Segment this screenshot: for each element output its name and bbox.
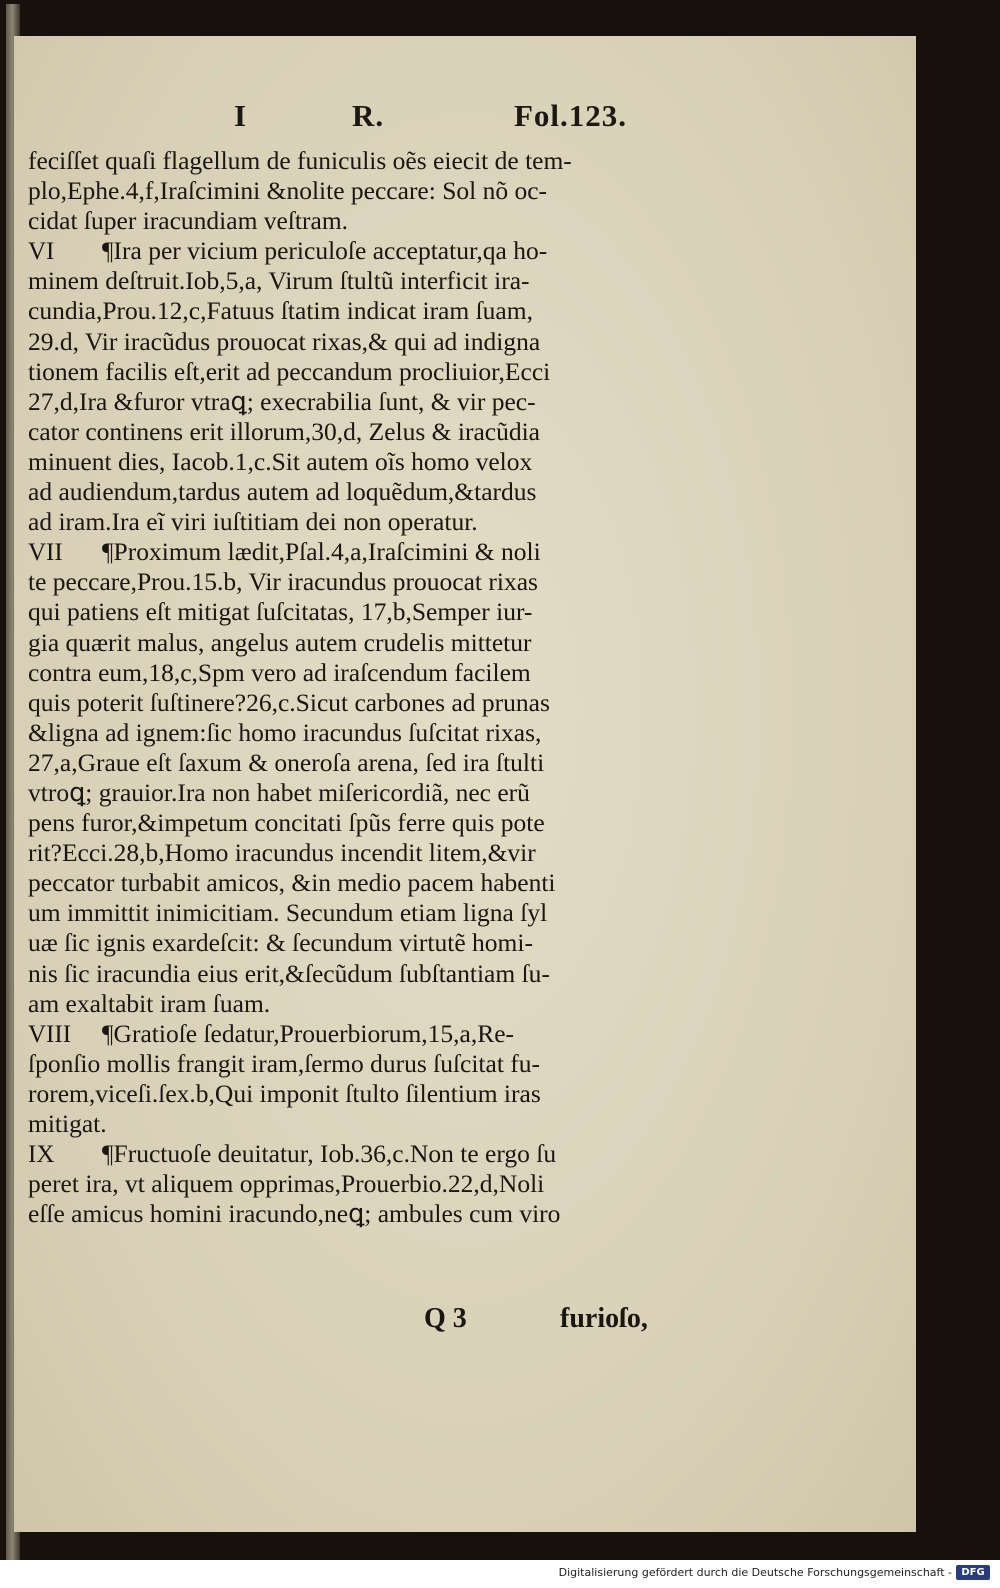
text-line [28,176,703,206]
line-text: rorem,viceſi.ſex.b,Qui imponit ſtulto ſilentium iras [28,1078,541,1108]
line-text: feciſſet quaſi flagellum de funiculis oẽs eiecit de tem- [28,146,572,175]
text-line [28,537,703,567]
line-text: cidat ſuper iracundiam veſtram. [28,206,349,236]
text-line [28,1049,703,1079]
line-text: te peccare,Prou.15.b, Vir iracundus prouocat rixas [28,567,538,597]
text-line [28,778,703,808]
line-text: &ligna ad ignem:ſic homo iracundus ſuſcitat rixas, [28,717,542,747]
text-line [28,1169,703,1199]
text-line [28,327,703,357]
text-line [28,748,703,778]
text-line [28,146,703,176]
line-text: ſponſio mollis frangit iram,ſermo durus ſuſcitat fu- [28,1048,541,1078]
folio-number: Fol.123. [514,98,628,133]
text-line [28,206,703,236]
text-line [28,597,703,627]
text-line [28,1109,703,1139]
text-line [28,1139,703,1169]
section-marker: IX [28,1141,55,1169]
line-text: pens furor,&impetum concitati ſpũs ferre quis pote [28,808,545,838]
line-text: mitigat. [28,1109,107,1138]
text-line [28,628,703,658]
book-page [14,36,916,1532]
line-text: eſſe amicus homini iracundo,neꝗ; ambules cum viro [28,1199,561,1229]
section-marker: VIII [28,1020,72,1048]
line-text: 27,d,Ira &furor vtraꝗ; execrabilia ſunt, & vir pec- [28,386,536,416]
text-line [28,838,703,868]
text-line [28,357,703,387]
text-line [28,236,703,266]
text-line [28,447,703,477]
text-line [28,898,703,928]
text-line [28,658,703,688]
line-text: minem deſtruit.Iob,5,a, Virum ſtultũ interficit ira- [28,266,530,296]
line-text: rit?Ecci.28,b,Homo iracundus incendit litem,&vir [28,838,536,868]
text-line [28,417,703,447]
line-text: um immittit inimicitiam. Secundum etiam ligna ſyl [28,898,548,928]
line-text: minuent dies, Iacob.1,c.Sit autem oĩs homo velox [28,446,533,476]
line-text: vtroꝗ; grauior.Ira non habet miſericordiã, nec erũ [28,777,530,807]
line-text: cator continens erit illorum,30,d, Zelus & iracũdia [28,416,540,446]
line-text: ad iram.Ira eĩ viri iuſtitiam dei non operatur. [28,507,478,537]
text-line [28,718,703,748]
running-header [224,98,644,138]
catchword: furioſo, [560,1303,648,1334]
line-text: ¶Fructuoſe deuitatur, Iob.36,c.Non te ergo ſu [102,1139,557,1169]
text-line [28,928,703,958]
line-text: 29.d, Vir iracũdus prouocat rixas,& qui ad indigna [28,326,541,356]
line-text: ¶Proximum lædit,Pſal.4,a,Iraſcimini & noli [102,537,541,567]
header-middle: R. [352,98,385,133]
text-line [28,477,703,507]
text-line [28,959,703,989]
line-text: tionem facilis eſt,erit ad peccandum procliuior,Ecci [28,356,551,386]
body-text [28,146,703,1229]
line-text: ad audiendum,tardus autem ad loquẽdum,&tardus [28,477,537,507]
text-line [28,507,703,537]
catch-line [424,1303,684,1339]
signature-mark: Q 3 [424,1303,467,1334]
line-text: peret ira, vt aliquem opprimas,Prouerbio.22,d,Noli [28,1169,545,1199]
line-text: quis poterit ſuſtinere?26,c.Sicut carbones ad prunas [28,687,550,717]
text-line [28,387,703,417]
line-text: contra eum,18,c,Spm vero ad iraſcendum facilem [28,657,531,687]
text-line [28,688,703,718]
line-text: ¶Ira per vicium periculoſe acceptatur,qa ho- [102,236,548,266]
text-line [28,1079,703,1109]
header-left: I [234,98,248,133]
line-text: gia quærit malus, angelus autem crudelis mittetur [28,627,532,657]
funding-credit: Digitalisierung gefördert durch die Deutsche Forschungsgemeinschaft - [558,1566,952,1579]
dfg-logo: DFG [956,1565,990,1580]
line-text: peccator turbabit amicos, &in medio pacem habenti [28,868,556,898]
line-text: cundia,Prou.12,c,Fatuus ſtatim indicat iram ſuam, [28,296,533,326]
line-text: plo,Ephe.4,f,Iraſcimini &nolite peccare: Sol nõ oc- [28,176,548,206]
text-line [28,989,703,1019]
line-text: 27,a,Graue eſt ſaxum & oneroſa arena, ſed ira ſtulti [28,747,545,777]
line-text: uæ ſic ignis exardeſcit: & ſecundum virtutẽ homi- [28,928,533,958]
text-line [28,808,703,838]
text-line [28,567,703,597]
footer-bar [0,1560,1000,1588]
text-line [28,266,703,296]
line-text: ¶Gratioſe ſedatur,Prouerbiorum,15,a,Re- [102,1018,515,1048]
line-text: qui patiens eſt mitigat ſuſcitatas, 17,b,Semper iur- [28,597,533,627]
text-line [28,868,703,898]
line-text: nis ſic iracundia eius erit,&ſecũdum ſubſtantiam ſu- [28,958,550,988]
text-line [28,1019,703,1049]
section-marker: VII [28,539,63,567]
text-line [28,296,703,326]
section-marker: VI [28,238,55,266]
line-text: am exaltabit iram ſuam. [28,988,271,1018]
text-line [28,1199,703,1229]
